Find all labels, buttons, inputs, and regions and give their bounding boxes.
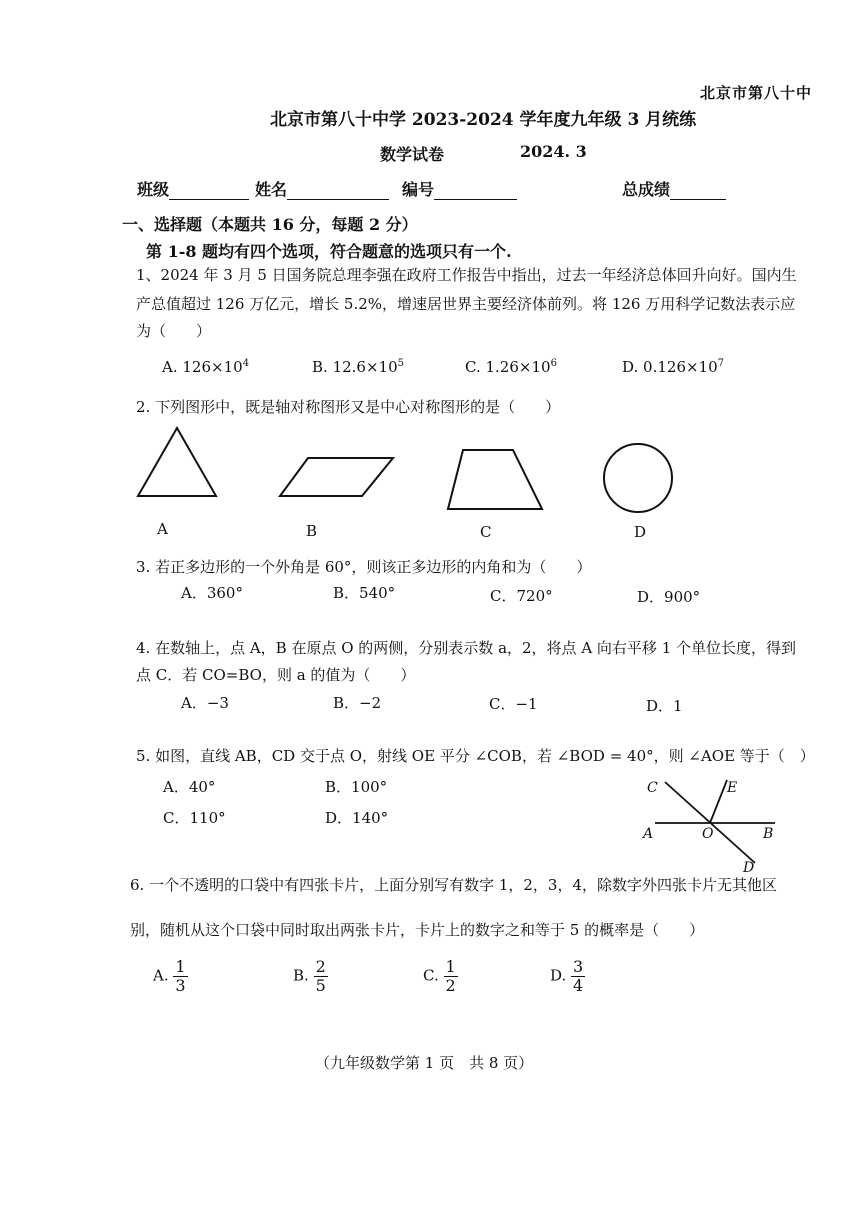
q2-figure-label-b: B bbox=[306, 522, 318, 540]
page-footer: （九年级数学第 1 页 共 8 页） bbox=[315, 1054, 534, 1072]
label-o: O bbox=[702, 826, 714, 842]
q6-option-b[interactable]: B. $\frac{2}{5}$ bbox=[293, 957, 326, 995]
name-label: 姓名 bbox=[255, 180, 288, 199]
q1-text-line3: 为（ ） bbox=[136, 322, 212, 340]
number-blank[interactable] bbox=[434, 182, 517, 200]
q3-text: 3. 若正多边形的一个外角是 60°，则该正多边形的内角和为（ ） bbox=[136, 558, 592, 576]
q1-option-b[interactable]: B. $12.6\times 10^5$ bbox=[312, 358, 405, 376]
q2-figure-label-c: C bbox=[480, 523, 492, 541]
fraction: $\frac{2}{5}$ bbox=[315, 957, 326, 995]
q1-text-line1: 1、2024 年 3 月 5 日国务院总理李强在政府工作报告中指出，过去一年经济总体回升向好。国内生 bbox=[136, 266, 797, 284]
section-title: 一、选择题（本题共 16 分，每题 2 分） bbox=[122, 215, 418, 234]
q5-option-b[interactable]: B．100° bbox=[325, 778, 388, 796]
q5-option-c[interactable]: C．110° bbox=[163, 809, 226, 827]
number-label: 编号 bbox=[402, 180, 435, 199]
label-d: D bbox=[743, 860, 755, 876]
q5-option-d[interactable]: D．140° bbox=[325, 809, 389, 827]
q4-option-a[interactable]: A．−3 bbox=[181, 694, 229, 712]
name-blank[interactable] bbox=[287, 182, 389, 200]
exam-date: 2024. 3 bbox=[520, 142, 587, 161]
triangle-shape[interactable] bbox=[138, 428, 216, 496]
q2-figures bbox=[130, 420, 690, 520]
q2-text: 2. 下列图形中，既是轴对称图形又是中心对称图形的是（ ） bbox=[136, 398, 561, 416]
q4-option-b[interactable]: B．−2 bbox=[333, 694, 382, 712]
class-label: 班级 bbox=[137, 180, 170, 199]
section-note: 第 1-8 题均有四个选项，符合题意的选项只有一个. bbox=[146, 242, 512, 261]
q1-option-d[interactable]: D. $0.126\times 10^7$ bbox=[622, 358, 725, 376]
ray-oe bbox=[710, 780, 727, 823]
q6-option-a[interactable]: A. $\frac{1}{3}$ bbox=[153, 957, 186, 995]
q6-text-line2: 别，随机从这个口袋中同时取出两张卡片，卡片上的数字之和等于 5 的概率是（ ） bbox=[130, 921, 705, 939]
q2-figure-label-a: A bbox=[157, 520, 168, 538]
fraction: $\frac{1}{3}$ bbox=[175, 957, 186, 995]
q4-option-c[interactable]: C．−1 bbox=[489, 695, 538, 713]
q3-option-c[interactable]: C．720° bbox=[490, 587, 553, 605]
q6-text-line1: 6. 一个不透明的口袋中有四张卡片，上面分别写有数字 1，2，3，4，除数字外四张卡片无其他区 bbox=[130, 876, 778, 894]
trapezoid-shape[interactable] bbox=[448, 450, 542, 509]
number-field bbox=[402, 177, 517, 200]
parallelogram-shape[interactable] bbox=[280, 458, 393, 496]
q1-option-a[interactable]: A. $126\times 10^4$ bbox=[162, 358, 250, 376]
q5-option-a[interactable]: A．40° bbox=[163, 778, 216, 796]
corner-stamp: 北京市第八十中 bbox=[700, 84, 813, 102]
q6-option-d[interactable]: D. $\frac{3}{4}$ bbox=[550, 957, 584, 995]
q3-option-b[interactable]: B．540° bbox=[333, 584, 396, 602]
score-field bbox=[622, 177, 726, 200]
fraction: $\frac{1}{2}$ bbox=[445, 957, 456, 995]
score-label: 总成绩 bbox=[622, 180, 671, 199]
q4-text-line2: 点 C．若 CO=BO，则 a 的值为（ ） bbox=[136, 666, 416, 684]
q4-option-d[interactable]: D．1 bbox=[646, 697, 683, 715]
q5-figure bbox=[635, 770, 785, 880]
label-a: A bbox=[643, 826, 654, 842]
exam-title: 北京市第八十中学 2023-2024 学年度九年级 3 月统练 bbox=[270, 110, 697, 130]
q3-option-d[interactable]: D．900° bbox=[637, 588, 701, 606]
q6-option-c[interactable]: C. $\frac{1}{2}$ bbox=[423, 957, 456, 995]
q4-text-line1: 4. 在数轴上，点 A，B 在原点 O 的两侧，分别表示数 a，2，将点 A 向右平移 1 个单位长度，得到 bbox=[136, 639, 797, 657]
name-field bbox=[255, 177, 389, 200]
class-blank[interactable] bbox=[169, 182, 249, 200]
q3-option-a[interactable]: A．360° bbox=[181, 584, 243, 602]
score-blank[interactable] bbox=[670, 182, 726, 200]
q1-text-line2: 产总值超过 126 万亿元，增长 5.2%，增速居世界主要经济体前列。将 126 万用科学记数法表示应 bbox=[136, 295, 796, 313]
circle-shape[interactable] bbox=[604, 444, 672, 512]
class-field bbox=[137, 177, 249, 200]
exam-subject: 数学试卷 bbox=[380, 145, 445, 164]
fraction: $\frac{3}{4}$ bbox=[573, 957, 584, 995]
q1-option-c[interactable]: C. $1.26\times 10^6$ bbox=[465, 358, 557, 376]
label-e: E bbox=[727, 780, 738, 796]
q5-text: 5. 如图，直线 AB，CD 交于点 O，射线 OE 平分 ∠COB，若 ∠BOD = 40°，则 ∠AOE 等于（ ） bbox=[136, 747, 815, 765]
label-b: B bbox=[763, 826, 774, 842]
q2-figure-label-d: D bbox=[634, 523, 647, 541]
label-c: C bbox=[647, 780, 658, 796]
